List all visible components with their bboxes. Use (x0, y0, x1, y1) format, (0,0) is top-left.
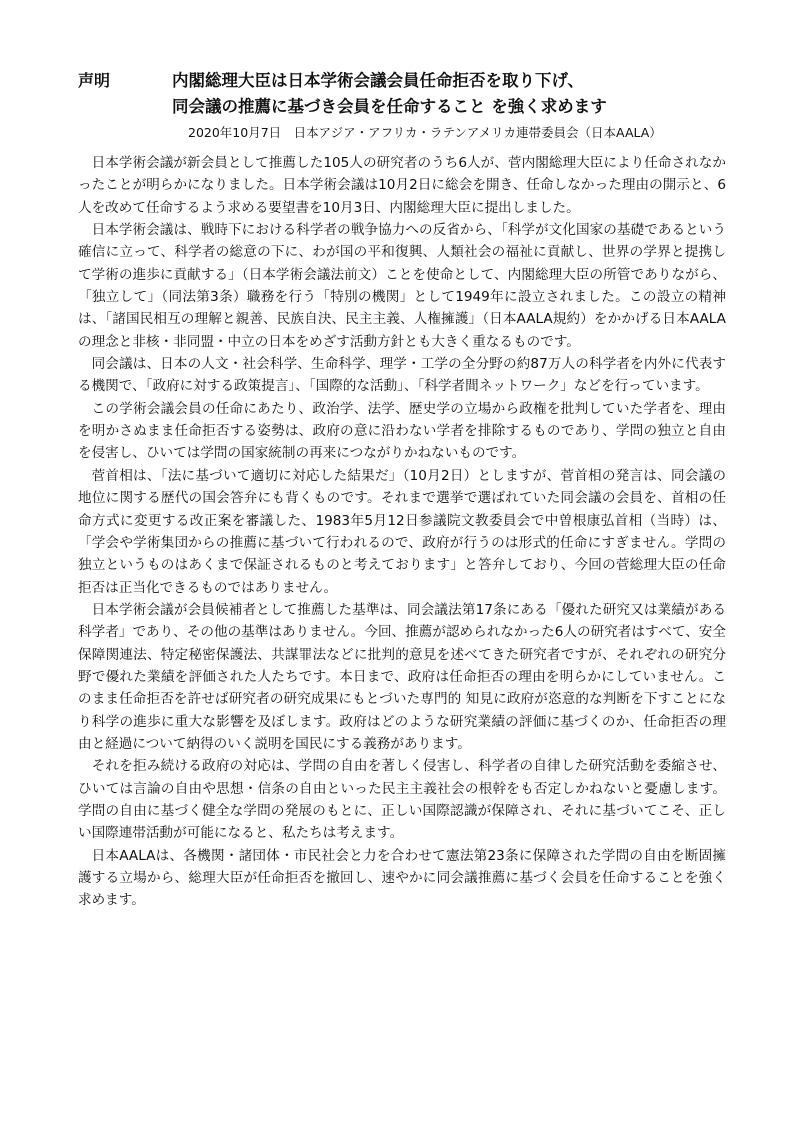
title-line-1: 内閣総理大臣は日本学術会議会員任命拒否を取り下げ、 (172, 71, 584, 90)
paragraph-3: 同会議は、日本の人文・社会科学、生命科学、理学・工学の全分野の約87万人の科学者を内外に代表する機関で、「政府に対する政策提言」、「国際的な活動」、「科学者間ネットワーク」などを行っています。 (78, 356, 726, 395)
paragraph-5: 菅首相は、「法に基づいて適切に対応した結果だ」（10月2日）としますが、菅首相の発言は、同会議の地位に関する歴代の国会答弁にも背くものです。それまで選挙で選ばれていた同会議の会員を、首相の任命方式に変更する改正案を審議した、1983年5月12日参議院文教委員会で中曽根康弘首相（当時）は、「学会や学術集団からの推薦に基づいて行われるので、政府が行うのは形式的任命にすぎません。学問の独立というものはあくまで保証されるものと考えております」と答弁しており、今回の菅総理大臣の任命拒否は正当化できるものではありません。 (78, 467, 726, 596)
paragraph-6: 日本学術会議が会員候補者として推薦した基準は、同会議法第17条にある「優れた研究又は業績がある科学者」であり、その他の基準はありません。今回、推薦が認められなかった6人の研究者はすべて、安全保障関連法、特定秘密保護法、共謀罪法などに批判的意見を述べてきた研究者ですが、それぞれの研究分野で優れた業績を評価された人たちです。本日まで、政府は任命拒否の理由を明らかにしていません。このまま任命拒否を許せば研究者の研究成果にもとづいた専門的 知見に政府が恣意的な判断を下すことになり科学の進歩に重大な影響を及ぼします。政府はどのような研究業績の評価に基づくのか、任命拒否の理由と経過について納得のいく説明を国民にする義務があります。 (78, 601, 726, 752)
paragraph-2: 日本学術会議は、戦時下における科学者の戦争協力への反省から、「科学が文化国家の基礎であるという確信に立って、科学者の総意の下に、わが国の平和復興、人類社会の福祉に貢献し、世界の学界と提携して学術の進歩に貢献する」（日本学術会議法前文）ことを使命として、内閣総理大臣の所管でありながら、「独立して」（同法第3条）職務を行う「特別の機関」として1949年に設立されました。この設立の精神は、「諸国民相互の理解と親善、民族自決、民主主義、人権擁護」（日本AALA規約）をかかげる日本AALAの理念と非核・非同盟・中立の日本をめざす活動方針とも大きく重なるものです。 (78, 222, 726, 350)
paragraph-8: 日本AALAは、各機関・諸団体・市民社会と力を合わせて憲法第23条に保障された学問の自由を断固擁護する立場から、総理大臣が任命拒否を撤回し、速やかに同会議推薦に基づく会員を任命することを強く求めます。 (78, 847, 726, 909)
paragraph-7: それを拒み続ける政府の対応は、学問の自由を著しく侵害し、科学者の自律した研究活動を委縮させ、ひいては言論の自由や思想・信条の自由といった民主主義社会の根幹をも否定しかねないと憂慮します。学問の自由に基づく健全な学問の発展のもとに、正しい国際認識が保障され、それに基づいてこそ、正しい国際連帯活動が可能になると、私たちは考えます。 (78, 758, 726, 842)
title-line-2: 同会議の推薦に基づき会員を任命すること を強く求めます (172, 97, 607, 116)
date-and-author: 2020年10月7日 日本アジア・アフリカ・ラテンアメリカ連帯委員会（日本AALA） (188, 125, 662, 140)
statement-title (172, 68, 752, 120)
paragraph-1: 日本学術会議が新会員として推薦した105人の研究者のうち6人が、菅内閣総理大臣により任命されなかったことが明らかになりました。日本学術会議は10月2日に総会を開き、任命しなかった理由の開示と、6人を改めて任命するよう求める要望書を10月3日、内閣総理大臣に提出しました。 (78, 155, 726, 216)
paragraph-4: この学術会議会員の任命にあたり、政治学、法学、歴史学の立場から政権を批判していた学者を、理由を明かさぬまま任命拒否する姿勢は、政府の意に沿わない学者を排除するものであり、学問の独立と自由を侵害し、ひいては学問の国家統制の再来につながりかねないものです。 (78, 400, 726, 462)
statement-label: 声明 (78, 71, 111, 90)
statement-body (78, 152, 726, 912)
